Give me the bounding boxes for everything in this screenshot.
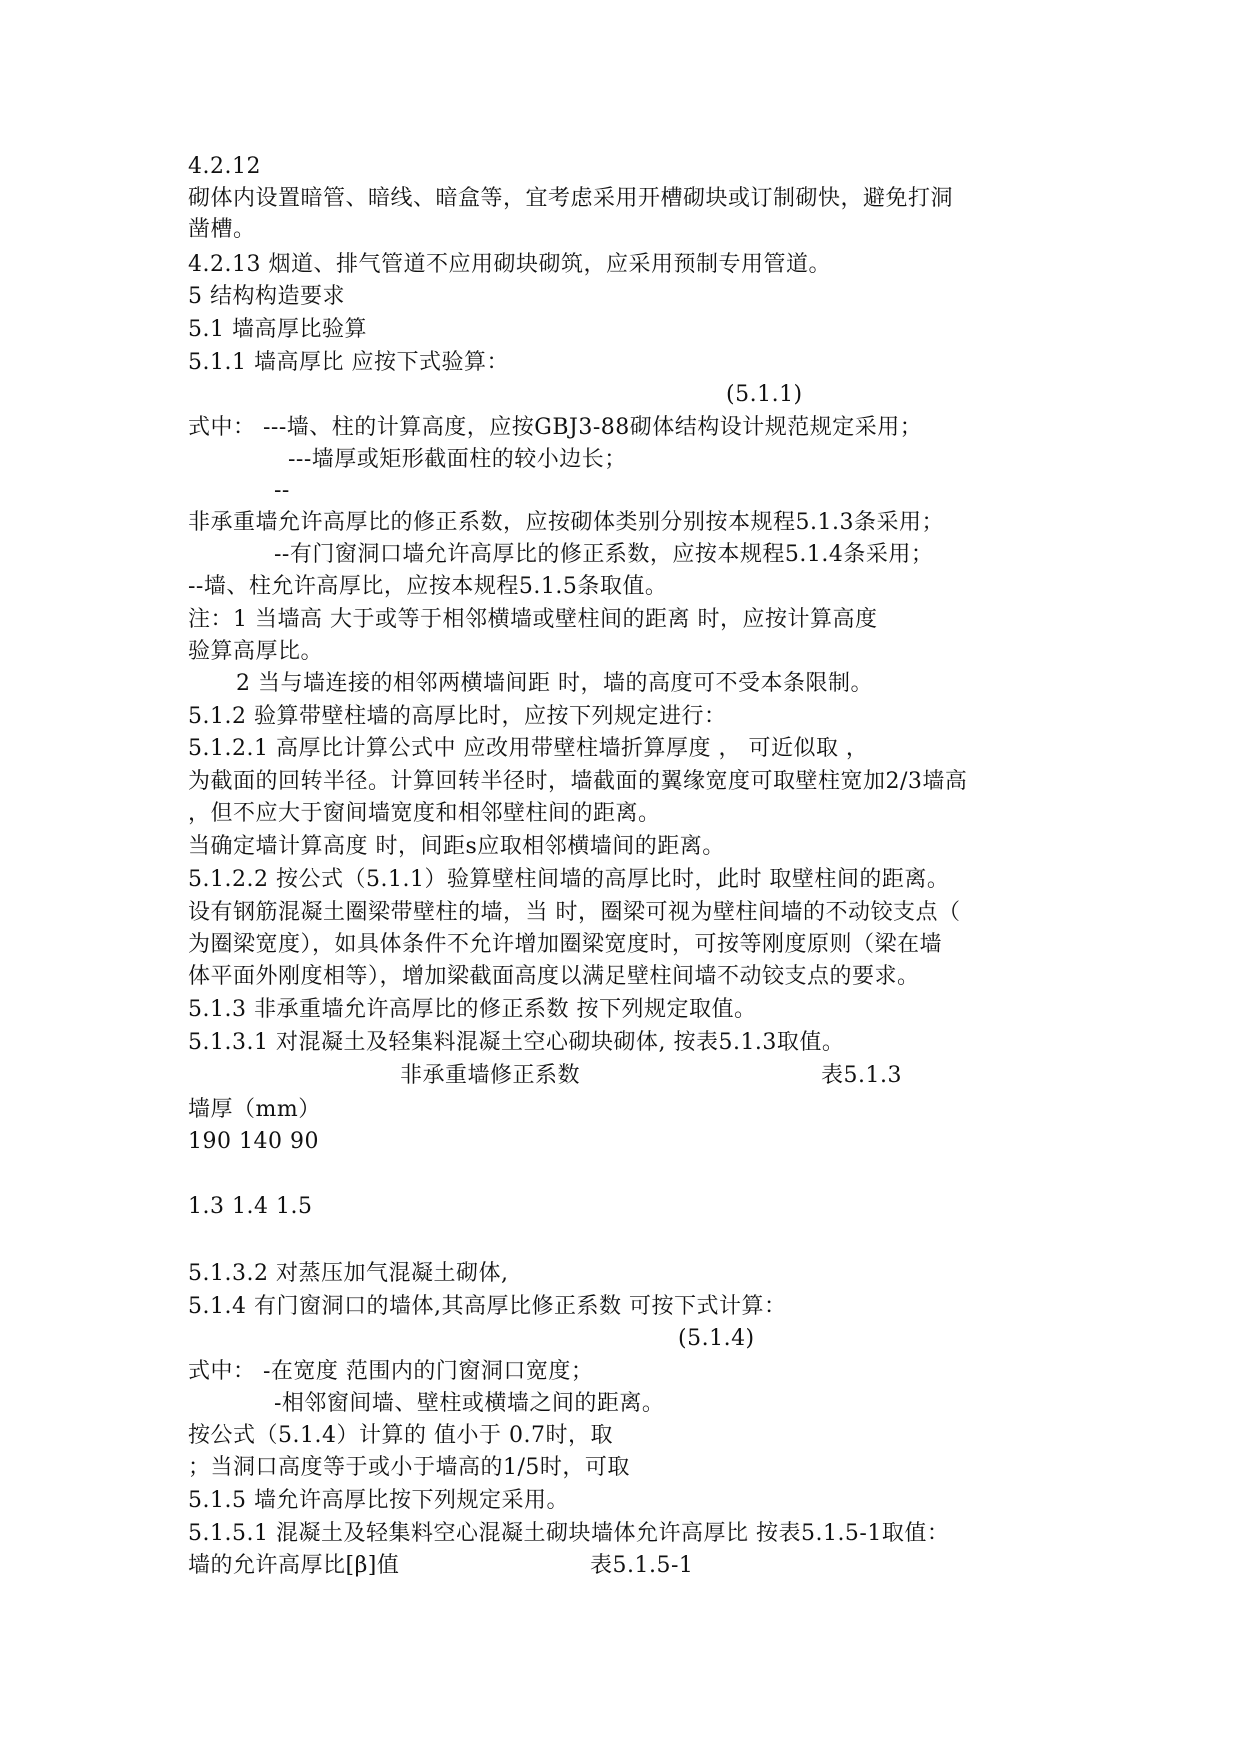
paragraph-text: 当确定墙计算高度 时，间距s应取相邻横墙间的距离。 bbox=[188, 834, 725, 859]
formula-legend: ---墙厚或矩形截面柱的较小边长； bbox=[288, 447, 627, 472]
paragraph-text: 砌体内设置暗管、暗线、暗盒等，宜考虑采用开槽砌块或订制砌快，避免打洞 bbox=[188, 186, 954, 211]
clause-5-1-1: 5.1.1 墙高厚比 应按下式验算： bbox=[188, 350, 509, 375]
table-title: 墙的允许高厚比[β]值 bbox=[188, 1553, 400, 1578]
paragraph-text: 为圈梁宽度），如具体条件不允许增加圈梁宽度时，可按等刚度原则（梁在墙 bbox=[188, 932, 943, 957]
formula-legend: 式中： ---墙、柱的计算高度，应按GBJ3-88砌体结构设计规范规定采用； bbox=[188, 415, 923, 440]
formula-legend: --有门窗洞口墙允许高厚比的修正系数，应按本规程5.1.4条采用； bbox=[274, 542, 934, 567]
paragraph-text: 设有钢筋混凝土圈梁带壁柱的墙，当 时，圈梁可视为壁柱间墙的不动铰支点（ bbox=[188, 900, 961, 925]
note-text: 注：1 当墙高 大于或等于相邻横墙或壁柱间的距离 时，应按计算高度 bbox=[188, 607, 878, 632]
clause-5-1-5: 5.1.5 墙允许高厚比按下列规定采用。 bbox=[188, 1488, 569, 1513]
paragraph-text: ；当洞口高度等于或小于墙高的1/5时，可取 bbox=[188, 1455, 630, 1480]
formula-number: (5.1.1) bbox=[726, 382, 803, 407]
paragraph-text: ，但不应大于窗间墙宽度和相邻壁柱间的距离。 bbox=[188, 801, 661, 826]
table-row: 190 140 90 bbox=[188, 1129, 319, 1154]
table-number: 表5.1.3 bbox=[821, 1063, 902, 1088]
formula-legend: -- bbox=[274, 478, 290, 503]
clause-5-1-3-1: 5.1.3.1 对混凝土及轻集料混凝土空心砌块砌体, 按表5.1.3取值。 bbox=[188, 1030, 845, 1055]
clause-5-1-5-1: 5.1.5.1 混凝土及轻集料空心混凝土砌块墙体允许高厚比 按表5.1.5-1取值： bbox=[188, 1521, 950, 1546]
table-header-cell: 墙厚（mm） bbox=[188, 1097, 321, 1122]
formula-legend: -相邻窗间墙、壁柱或横墙之间的距离。 bbox=[274, 1391, 665, 1416]
paragraph-text: 非承重墙允许高厚比的修正系数，应按砌体类别分别按本规程5.1.3条采用； bbox=[188, 510, 944, 535]
clause-5-1-2-1: 5.1.2.1 高厚比计算公式中 应改用带壁柱墙折算厚度 ， 可近似取 ， bbox=[188, 736, 869, 761]
clause-5-1-2: 5.1.2 验算带壁柱墙的高厚比时，应按下列规定进行： bbox=[188, 704, 727, 729]
paragraph-text: 为截面的回转半径。计算回转半径时，墙截面的翼缘宽度可取壁柱宽加2/3墙高 bbox=[188, 769, 968, 794]
clause-5-1-3: 5.1.3 非承重墙允许高厚比的修正系数 按下列规定取值。 bbox=[188, 997, 757, 1022]
clause-5-1-2-2: 5.1.2.2 按公式（5.1.1）验算壁柱间墙的高厚比时，此时 取壁柱间的距离。 bbox=[188, 867, 950, 892]
chapter-heading: 5 结构构造要求 bbox=[188, 284, 345, 309]
paragraph-text: 体平面外刚度相等），增加梁截面高度以满足壁柱间墙不动铰支点的要求。 bbox=[188, 964, 920, 989]
clause-5-1-3-2: 5.1.3.2 对蒸压加气混凝土砌体, bbox=[188, 1261, 509, 1286]
note-text: 验算高厚比。 bbox=[188, 639, 324, 664]
section-number-4-2-12: 4.2.12 bbox=[188, 154, 261, 179]
clause-4-2-13: 4.2.13 烟道、排气管道不应用砌块砌筑，应采用预制专用管道。 bbox=[188, 252, 831, 277]
formula-number: (5.1.4) bbox=[678, 1326, 755, 1351]
table-number: 表5.1.5-1 bbox=[590, 1553, 694, 1578]
paragraph-text: 按公式（5.1.4）计算的 值小于 0.7时，取 bbox=[188, 1423, 613, 1448]
formula-legend: 式中： -在宽度 范围内的门窗洞口宽度； bbox=[188, 1359, 594, 1384]
note-text: 2 当与墙连接的相邻两横墙间距 时，墙的高度可不受本条限制。 bbox=[236, 671, 873, 696]
clause-5-1-4: 5.1.4 有门窗洞口的墙体,其高厚比修正系数 可按下式计算： bbox=[188, 1294, 787, 1319]
table-row: 1.3 1.4 1.5 bbox=[188, 1194, 313, 1219]
formula-legend: --墙、柱允许高厚比，应按本规程5.1.5条取值。 bbox=[188, 574, 668, 599]
section-heading: 5.1 墙高厚比验算 bbox=[188, 317, 367, 342]
table-title: 非承重墙修正系数 bbox=[400, 1063, 581, 1088]
paragraph-text: 凿槽。 bbox=[188, 217, 256, 242]
